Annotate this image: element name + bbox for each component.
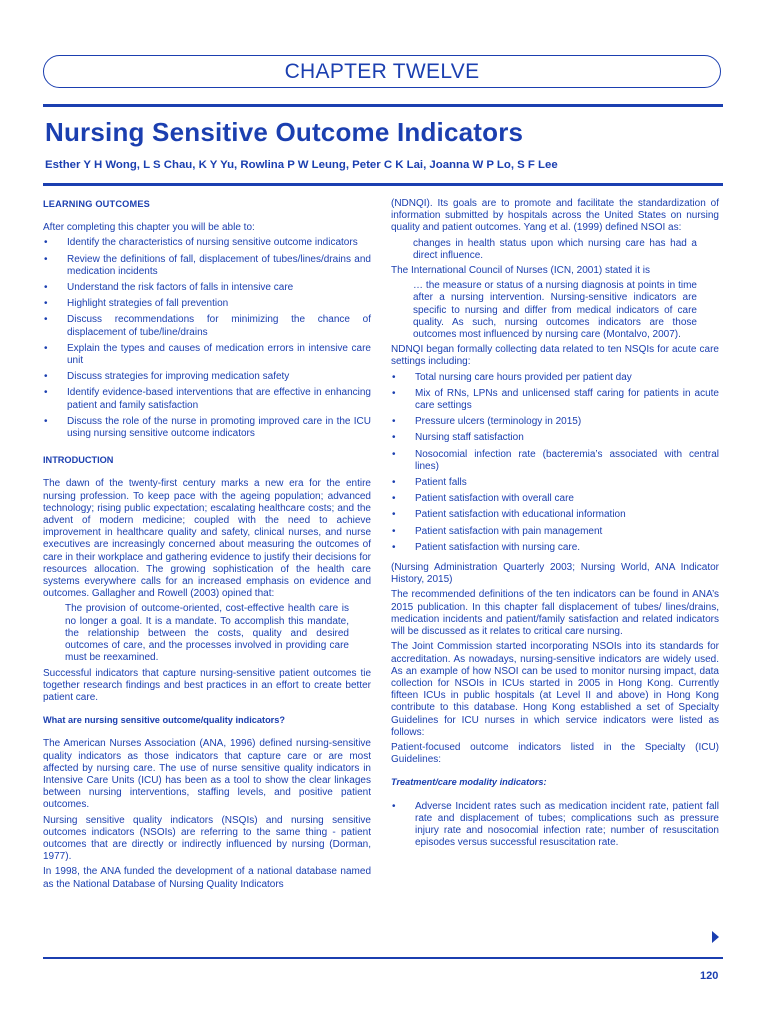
list-item: • Identify the characteristics of nursing sensitive outcome indicators [43, 237, 371, 249]
ndnqi-paragraph: In 1998, the ANA funded the development of a national database named as the National Database of Nursing Quality Indicators [43, 866, 371, 890]
ana-paragraph: The American Nurses Association (ANA, 1996) defined nursing-sensitive quality indicators as those indicators that capture care or are most affected by nursing care. The use of nurse sensitive quality indicators in Intensive Care Units (ICU) has been as a tool to show the clear linkages between nursing interventions, staffing levels, and positive patient outcomes. [43, 738, 371, 811]
list-item: • Understand the risk factors of falls in intensive care [43, 282, 371, 294]
patient-focused-paragraph: Patient-focused outcome indicators listed in the Specialty (ICU) Guidelines: [391, 741, 719, 766]
authors: Esther Y H Wong, L S Chau, K Y Yu, Rowlina P W Leung, Peter C K Lai, Joanna W P Lo, S F Lee [45, 159, 558, 171]
yang-quote: changes in health status upon which nursing care has had a direct influence. [413, 237, 697, 261]
footer-divider [43, 957, 723, 959]
treatment-list [391, 801, 719, 850]
list-item: • Patient falls [391, 477, 719, 489]
list-item: • Identify evidence-based interventions that are effective in enhancing patient and family satisfaction [43, 387, 371, 411]
treatment-heading: Treatment/care modality indicators: [391, 777, 547, 788]
list-item: • Discuss strategies for improving medication safety [43, 371, 371, 383]
list-item: • Review the definitions of fall, displacement of tubes/lines/drains and medication incidents [43, 254, 371, 278]
icn-paragraph: The International Council of Nurses (ICN, 2001) stated it is [391, 265, 651, 277]
list-item: • Patient satisfaction with educational information [391, 509, 719, 521]
list-item: • Nosocomial infection rate (bacteremia’s associated with central lines) [391, 449, 719, 473]
nsqi-paragraph: Nursing sensitive quality indicators (NSQIs) and nursing sensitive outcomes indicators (NSOIs) are referring to the same thing - patient outcomes that are directly or indirectly influenced by nursing (Dorman, 1977). [43, 814, 371, 863]
list-item: • Patient satisfaction with pain management [391, 526, 719, 538]
joint-commission-paragraph: The Joint Commission started incorporating NSOIs into its standards for accreditation. As nowadays, nursing-sensitive indicators are widely used. As an example of how NSOI can be used to monitor nursing impact, data collection for NSOIs in ICUs started in 2005 in Hong Kong. Currently fifteen ICUs in public hospitals (at Level II and above) in Hong Kong contribute to this database. Hong Kong established a set of Specialty Guidelines for ICU nurses in which service indicators were listed as follows: [391, 641, 719, 738]
top-divider [43, 104, 723, 107]
ndnqi-continued: (NDNQI). Its goals are to promote and facilitate the standardization of information submitted by hospitals across the United States on nursing quality and patient outcomes. Yang et al. (1999) defined NSOI as: [391, 198, 719, 234]
header-divider [43, 183, 723, 186]
list-item: • Explain the types and causes of medication errors in intensive care unit [43, 343, 371, 367]
ndnqi-list [391, 372, 719, 554]
list-item: • Patient satisfaction with overall care [391, 493, 719, 505]
list-item: • Highlight strategies of fall prevention [43, 298, 371, 310]
list-item: • Mix of RNs, LPNs and unlicensed staff caring for patients in acute care settings [391, 388, 719, 412]
what-heading: What are nursing sensitive outcome/quality indicators? [43, 715, 285, 726]
list-item: • Total nursing care hours provided per patient day [391, 372, 719, 384]
ndnqi-collect-paragraph: NDNQI began formally collecting data related to ten NSQIs for acute care settings including: [391, 344, 719, 368]
chapter-label: CHAPTER TWELVE [43, 55, 721, 88]
intro-paragraph: The dawn of the twenty-first century marks a new era for the entire nursing profession. To keep pace with the ageing population; advanced technology; rising public expectation; escalating healthcare costs; and the advent of modern medicine; coupled with the need to achieve improvement in healthcare quality and safety, clinical nurses, and nurse executives are increasingly concerned about measuring the outcomes of care in their workplace and gathering evidence to justify their decisions for resources allocation. The growing sophistication of the health care systems everywhere calls for an increased emphasis on evidence and outcomes. Gallagher and Rowell (2003) opined that: [43, 478, 371, 600]
right-column [391, 198, 719, 853]
list-item: • Nursing staff satisfaction [391, 432, 719, 444]
left-column [43, 198, 371, 894]
arrow-right-icon[interactable] [712, 931, 719, 943]
intro-quote: The provision of outcome-oriented, cost-effective health care is no longer a goal. It is a mandate. To accomplish this mandate, the relationship between the costs, quality and desired outcomes of care, and the processes involved in providing care must be reexamined. [65, 603, 349, 664]
learning-outcomes-heading: LEARNING OUTCOMES [43, 199, 151, 209]
list-item: • Adverse Incident rates such as medication incident rate, patient fall rate and displacement of tubes; complications such as pressure injury rate and nosocomial infection rate; number of resuscitation episodes versus successful resuscitation rate. [391, 801, 719, 850]
list-item: • Patient satisfaction with nursing care. [391, 542, 719, 554]
list-item: • Pressure ulcers (terminology in 2015) [391, 416, 719, 428]
citation-paragraph: (Nursing Administration Quarterly 2003; Nursing World, ANA Indicator History, 2015) [391, 562, 719, 586]
page-number: 120 [700, 970, 719, 982]
page-title: Nursing Sensitive Outcome Indicators [45, 117, 524, 147]
list-item: • Discuss the role of the nurse in promoting improved care in the ICU using nursing sensitive outcome indicators [43, 416, 371, 440]
learning-outcomes-list [43, 237, 371, 440]
successful-paragraph: Successful indicators that capture nursing-sensitive patient outcomes tie together research findings and best practices in an effort to create better patient care. [43, 667, 371, 703]
list-item: • Discuss recommendations for minimizing the chance of displacement of tube/line/drains [43, 314, 371, 338]
introduction-heading: INTRODUCTION [43, 455, 114, 466]
icn-quote: … the measure or status of a nursing diagnosis at points in time after a nursing intervention. Nursing-sensitive indicators are specific to nursing and differ from medical indicators of care quality. As such, nursing outcomes indicators are those outcomes most influenced by nursing care (Montalvo, 2007). [413, 280, 697, 341]
learning-outcomes-intro: After completing this chapter you will be able to: [43, 222, 255, 234]
recommended-paragraph: The recommended definitions of the ten indicators can be found in ANA’s 2015 publication. In this chapter fall displacement of tubes/ lines/drains, medication incidents and patient/family satisfaction and related indicators will be discussed as it relates to critical care nursing. [391, 589, 719, 638]
